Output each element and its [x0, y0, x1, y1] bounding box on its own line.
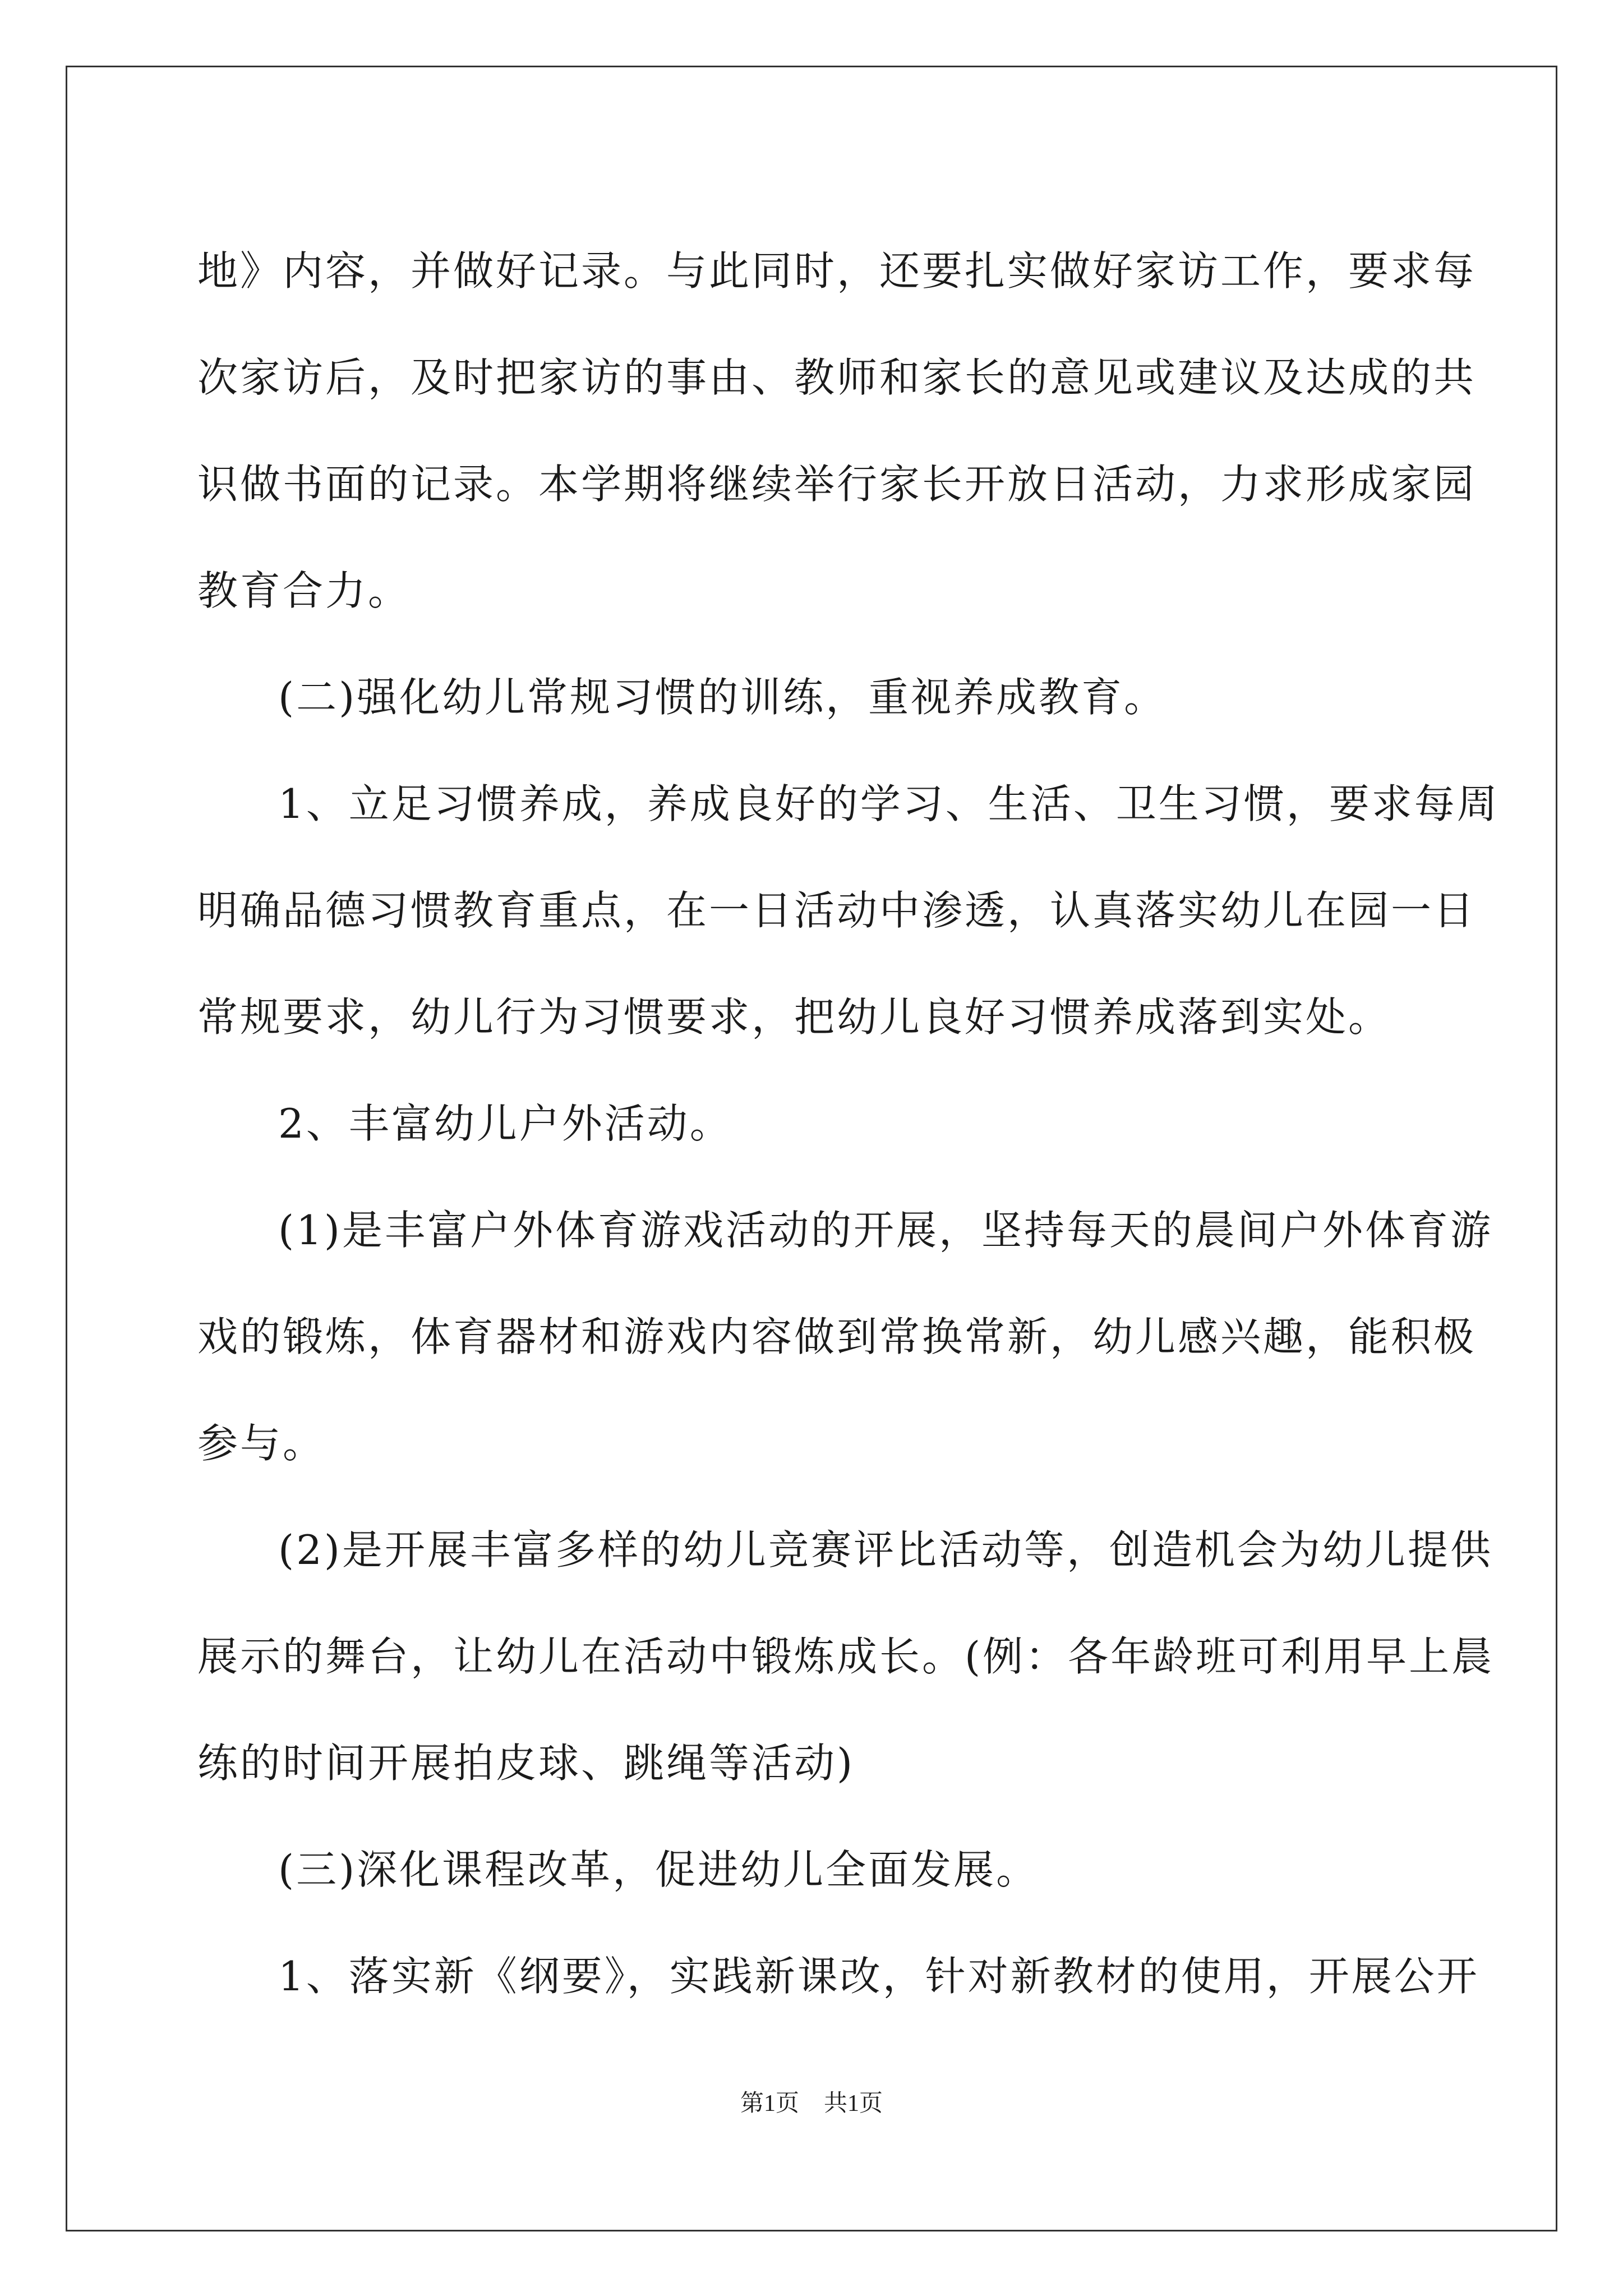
- section-heading-2: (二)强化幼儿常规习惯的训练，重视养成教育。: [278, 674, 1167, 721]
- page-total: 共1页: [824, 2091, 883, 2116]
- text-line-8: 常规要求，幼儿行为习惯要求，把幼儿良好习惯养成落到实处。: [197, 993, 1391, 1041]
- text-line-17: 1、落实新《纲要》，实践新课改，针对新教材的使用，开展公开: [278, 1953, 1479, 2000]
- text-line-9: 2、丰富幼儿户外活动。: [278, 1100, 732, 1147]
- text-line-4: 教育合力。: [197, 567, 411, 614]
- text-line-10: (1)是丰富户外体育游戏活动的开展，坚持每天的晨间户外体育游: [278, 1207, 1493, 1254]
- section-heading-3: (三)深化课程改革，促进幼儿全面发展。: [278, 1846, 1039, 1893]
- text-line-11: 戏的锻炼，体育器材和游戏内容做到常换常新，幼儿感兴趣，能积极: [197, 1313, 1477, 1360]
- text-line-2: 次家访后，及时把家访的事由、教师和家长的意见或建议及达成的共: [197, 354, 1477, 401]
- text-line-15: 练的时间开展拍皮球、跳绳等活动): [197, 1740, 855, 1787]
- page-footer: [0, 2085, 1623, 2118]
- text-line-1: 地》内容，并做好记录。与此同时，还要扎实做好家访工作，要求每: [197, 247, 1477, 295]
- text-line-7: 明确品德习惯教育重点，在一日活动中渗透，认真落实幼儿在园一日: [197, 887, 1477, 934]
- text-line-3: 识做书面的记录。本学期将继续举行家长开放日活动，力求形成家园: [197, 461, 1477, 508]
- text-line-12: 参与。: [197, 1420, 326, 1467]
- text-line-14: 展示的舞台，让幼儿在活动中锻炼成长。(例：各年龄班可利用早上晨: [197, 1633, 1495, 1680]
- text-line-6: 1、立足习惯养成，养成良好的学习、生活、卫生习惯，要求每周: [278, 780, 1500, 827]
- page-number: 第1页: [740, 2091, 799, 2116]
- text-line-13: (2)是开展丰富多样的幼儿竞赛评比活动等，创造机会为幼儿提供: [278, 1526, 1493, 1573]
- document-body: [197, 218, 1500, 2030]
